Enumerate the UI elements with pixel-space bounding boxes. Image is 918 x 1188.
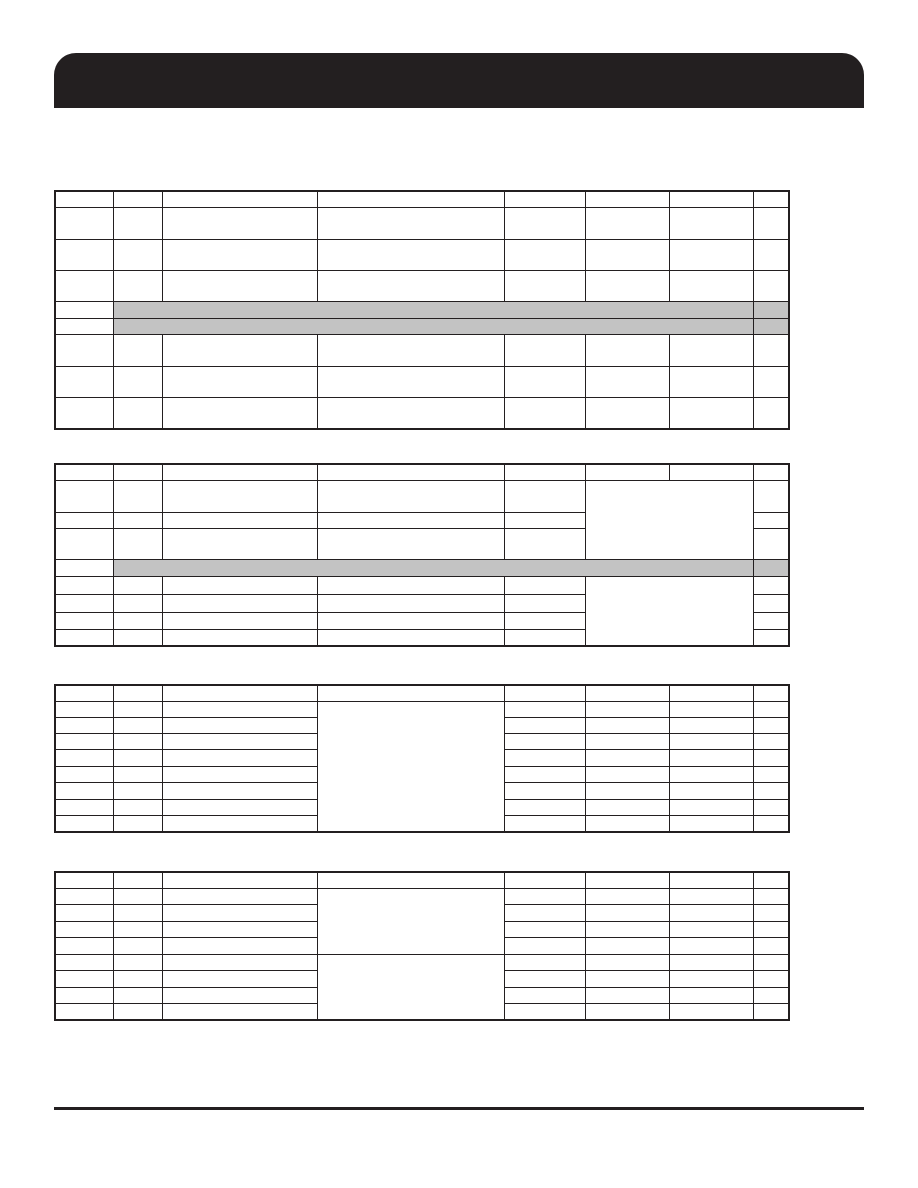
table-cell — [113, 595, 162, 613]
table-cell — [669, 905, 753, 922]
table-cell — [585, 271, 669, 302]
table-cell — [162, 816, 317, 832]
table-cell — [585, 938, 669, 955]
table-row — [55, 240, 789, 271]
table-cell — [504, 513, 585, 529]
table-row — [55, 367, 789, 398]
table-cell — [669, 240, 753, 271]
table-header-row — [55, 685, 789, 702]
table-cell — [55, 271, 113, 302]
table-cell — [504, 367, 585, 398]
spec-table-3 — [54, 684, 790, 833]
table-cell — [669, 271, 753, 302]
table-cell — [162, 481, 317, 513]
table-cell — [753, 240, 789, 271]
section-row — [55, 302, 789, 319]
table-cell — [317, 335, 504, 367]
table-cell — [753, 702, 789, 718]
merged-cell — [317, 889, 504, 955]
table-cell — [55, 630, 113, 646]
table-cell — [585, 955, 669, 971]
table-cell — [113, 767, 162, 783]
table-cell — [317, 398, 504, 429]
header-cell — [162, 464, 317, 481]
table-cell — [55, 750, 113, 767]
table-cell — [669, 800, 753, 816]
header-cell — [669, 464, 753, 481]
header-cell — [504, 191, 585, 208]
table-cell — [55, 513, 113, 529]
table-cell — [162, 529, 317, 560]
table-cell — [669, 734, 753, 750]
table-cell — [113, 513, 162, 529]
table-cell — [753, 613, 789, 630]
table-cell — [669, 367, 753, 398]
table-cell — [113, 955, 162, 971]
header-cell — [753, 685, 789, 702]
table-cell — [585, 208, 669, 240]
header-cell — [585, 191, 669, 208]
header-cell — [753, 191, 789, 208]
table-cell — [55, 302, 113, 319]
table-cell — [113, 529, 162, 560]
table-cell — [753, 750, 789, 767]
table-cell — [753, 367, 789, 398]
table-cell — [669, 1004, 753, 1020]
table-cell — [55, 1004, 113, 1020]
table-cell — [504, 595, 585, 613]
table-cell — [753, 208, 789, 240]
header-cell — [113, 872, 162, 889]
table-cell — [55, 922, 113, 938]
table-cell — [162, 938, 317, 955]
table-cell — [55, 718, 113, 734]
table-cell — [585, 783, 669, 800]
table-row — [55, 271, 789, 302]
table-cell — [317, 595, 504, 613]
table-cell — [504, 702, 585, 718]
table-cell — [585, 988, 669, 1004]
table-cell — [585, 240, 669, 271]
table-cell — [317, 513, 504, 529]
table-cell — [162, 922, 317, 938]
table-cell — [753, 734, 789, 750]
table-cell — [55, 208, 113, 240]
table-cell — [753, 988, 789, 1004]
table-cell — [585, 767, 669, 783]
table-cell — [317, 367, 504, 398]
table-header-row — [55, 464, 789, 481]
table-cell — [113, 971, 162, 988]
table-cell — [585, 335, 669, 367]
table-cell — [55, 595, 113, 613]
table-cell — [113, 988, 162, 1004]
table-cell — [317, 613, 504, 630]
table-cell — [113, 208, 162, 240]
table-cell — [585, 718, 669, 734]
merged-cell — [585, 481, 753, 560]
table-cell — [753, 398, 789, 429]
table-cell — [113, 481, 162, 513]
table-cell — [585, 905, 669, 922]
table-cell — [504, 398, 585, 429]
table-cell — [113, 702, 162, 718]
table-cell — [504, 922, 585, 938]
table-cell — [669, 971, 753, 988]
table-cell — [669, 922, 753, 938]
spec-table-4 — [54, 871, 790, 1021]
table-cell — [162, 783, 317, 800]
table-cell — [55, 783, 113, 800]
table-cell — [504, 955, 585, 971]
table-cell — [753, 905, 789, 922]
table-cell — [669, 335, 753, 367]
table-cell — [753, 767, 789, 783]
table-cell — [585, 1004, 669, 1020]
table-cell — [504, 734, 585, 750]
table-cell — [504, 630, 585, 646]
table-cell — [669, 718, 753, 734]
table-cell — [162, 335, 317, 367]
table-cell — [585, 889, 669, 905]
table-cell — [504, 816, 585, 832]
table-cell — [753, 800, 789, 816]
table-cell — [113, 577, 162, 595]
table-cell — [55, 988, 113, 1004]
table-cell — [753, 1004, 789, 1020]
table-cell — [113, 922, 162, 938]
table-cell — [55, 481, 113, 513]
header-cell — [113, 685, 162, 702]
table-cell — [55, 800, 113, 816]
table-cell — [113, 800, 162, 816]
table-cell — [113, 889, 162, 905]
table-cell — [753, 271, 789, 302]
table-cell — [162, 613, 317, 630]
header-cell — [317, 191, 504, 208]
table-cell — [669, 783, 753, 800]
shaded-band — [113, 319, 753, 335]
table-cell — [113, 750, 162, 767]
table-cell — [669, 767, 753, 783]
table-cell — [504, 971, 585, 988]
table-cell — [669, 702, 753, 718]
table-cell — [669, 955, 753, 971]
header-cell — [585, 872, 669, 889]
table-cell — [162, 367, 317, 398]
header-cell — [753, 464, 789, 481]
table-cell — [162, 702, 317, 718]
table-cell — [504, 783, 585, 800]
table-cell — [55, 971, 113, 988]
table-cell — [317, 240, 504, 271]
header-cell — [504, 872, 585, 889]
table-cell — [162, 750, 317, 767]
table-cell — [162, 240, 317, 271]
table-cell — [585, 922, 669, 938]
table-cell — [162, 734, 317, 750]
merged-cell — [317, 702, 504, 832]
table-cell — [162, 971, 317, 988]
table-cell — [55, 577, 113, 595]
table-cell — [504, 481, 585, 513]
table-cell — [317, 577, 504, 595]
table-cell — [113, 240, 162, 271]
table-cell — [162, 630, 317, 646]
table-cell — [504, 1004, 585, 1020]
header-cell — [113, 191, 162, 208]
table-cell — [585, 750, 669, 767]
table-cell — [162, 513, 317, 529]
table-cell — [162, 905, 317, 922]
table-cell — [55, 240, 113, 271]
table-cell — [504, 750, 585, 767]
header-cell — [585, 464, 669, 481]
table-cell — [317, 630, 504, 646]
header-cell — [162, 191, 317, 208]
header-cell — [669, 191, 753, 208]
table-cell — [753, 560, 789, 577]
table-cell — [669, 889, 753, 905]
table-cell — [317, 271, 504, 302]
table-cell — [162, 271, 317, 302]
header-cell — [504, 464, 585, 481]
table-cell — [55, 335, 113, 367]
table-row — [55, 955, 789, 971]
table-cell — [669, 938, 753, 955]
table-cell — [55, 560, 113, 577]
spec-table-1 — [54, 190, 790, 430]
table-header-row — [55, 191, 789, 208]
table-row — [55, 335, 789, 367]
table-cell — [753, 319, 789, 335]
table-cell — [55, 889, 113, 905]
table-header-row — [55, 872, 789, 889]
table-cell — [55, 767, 113, 783]
table-cell — [753, 783, 789, 800]
table-cell — [504, 718, 585, 734]
table-row — [55, 889, 789, 905]
table-cell — [753, 955, 789, 971]
shaded-band — [113, 560, 753, 577]
table-cell — [585, 971, 669, 988]
table-cell — [162, 577, 317, 595]
header-cell — [317, 464, 504, 481]
header-cell — [162, 872, 317, 889]
table-cell — [113, 938, 162, 955]
section-row — [55, 319, 789, 335]
table-cell — [162, 1004, 317, 1020]
table-cell — [55, 905, 113, 922]
table-cell — [113, 398, 162, 429]
table-cell — [55, 938, 113, 955]
table-cell — [753, 889, 789, 905]
table-cell — [113, 335, 162, 367]
table-cell — [55, 702, 113, 718]
header-cell — [162, 685, 317, 702]
table-cell — [113, 613, 162, 630]
table-row — [55, 577, 789, 595]
table-cell — [504, 988, 585, 1004]
table-cell — [669, 988, 753, 1004]
table-cell — [162, 800, 317, 816]
table-cell — [113, 271, 162, 302]
table-cell — [504, 800, 585, 816]
table-cell — [753, 335, 789, 367]
table-cell — [162, 718, 317, 734]
table-cell — [162, 595, 317, 613]
table-cell — [753, 529, 789, 560]
table-cell — [585, 367, 669, 398]
table-cell — [317, 481, 504, 513]
table-cell — [669, 398, 753, 429]
table-row — [55, 398, 789, 429]
header-cell — [317, 685, 504, 702]
table-cell — [113, 718, 162, 734]
table-cell — [585, 398, 669, 429]
table-cell — [113, 783, 162, 800]
table-cell — [753, 816, 789, 832]
table-cell — [504, 577, 585, 595]
header-cell — [55, 464, 113, 481]
table-cell — [585, 816, 669, 832]
table-cell — [162, 767, 317, 783]
merged-cell — [585, 577, 753, 646]
header-cell — [55, 191, 113, 208]
table-cell — [504, 271, 585, 302]
table-cell — [317, 529, 504, 560]
table-cell — [113, 367, 162, 398]
section-row — [55, 560, 789, 577]
footer-rule — [54, 1107, 864, 1110]
header-cell — [55, 872, 113, 889]
table-cell — [113, 630, 162, 646]
table-cell — [504, 240, 585, 271]
table-cell — [753, 513, 789, 529]
table-cell — [55, 367, 113, 398]
table-cell — [504, 613, 585, 630]
table-cell — [55, 613, 113, 630]
table-cell — [504, 905, 585, 922]
table-row — [55, 208, 789, 240]
table-cell — [55, 319, 113, 335]
table-cell — [504, 208, 585, 240]
table-row — [55, 702, 789, 718]
table-cell — [753, 595, 789, 613]
table-cell — [113, 734, 162, 750]
header-cell — [585, 685, 669, 702]
table-cell — [504, 889, 585, 905]
table-cell — [753, 971, 789, 988]
table-cell — [753, 922, 789, 938]
spec-table-2 — [54, 463, 790, 647]
table-cell — [753, 630, 789, 646]
table-cell — [162, 988, 317, 1004]
table-cell — [669, 208, 753, 240]
table-cell — [504, 529, 585, 560]
table-cell — [753, 481, 789, 513]
table-cell — [113, 905, 162, 922]
table-cell — [753, 718, 789, 734]
table-cell — [55, 398, 113, 429]
page-header-bar — [54, 53, 864, 108]
header-cell — [669, 685, 753, 702]
table-cell — [113, 816, 162, 832]
merged-cell — [317, 955, 504, 1020]
table-cell — [585, 702, 669, 718]
table-cell — [55, 816, 113, 832]
header-cell — [113, 464, 162, 481]
header-cell — [753, 872, 789, 889]
header-cell — [669, 872, 753, 889]
shaded-band — [113, 302, 753, 319]
table-cell — [55, 734, 113, 750]
table-row — [55, 481, 789, 513]
header-cell — [317, 872, 504, 889]
table-cell — [162, 208, 317, 240]
table-cell — [317, 208, 504, 240]
table-cell — [162, 955, 317, 971]
table-cell — [669, 750, 753, 767]
table-cell — [162, 398, 317, 429]
table-cell — [585, 800, 669, 816]
table-cell — [504, 335, 585, 367]
header-cell — [55, 685, 113, 702]
table-cell — [55, 529, 113, 560]
table-cell — [162, 889, 317, 905]
table-cell — [113, 1004, 162, 1020]
table-cell — [585, 734, 669, 750]
table-cell — [753, 938, 789, 955]
table-cell — [669, 816, 753, 832]
table-cell — [504, 938, 585, 955]
table-cell — [504, 767, 585, 783]
table-cell — [55, 955, 113, 971]
header-cell — [504, 685, 585, 702]
table-cell — [753, 302, 789, 319]
table-cell — [753, 577, 789, 595]
